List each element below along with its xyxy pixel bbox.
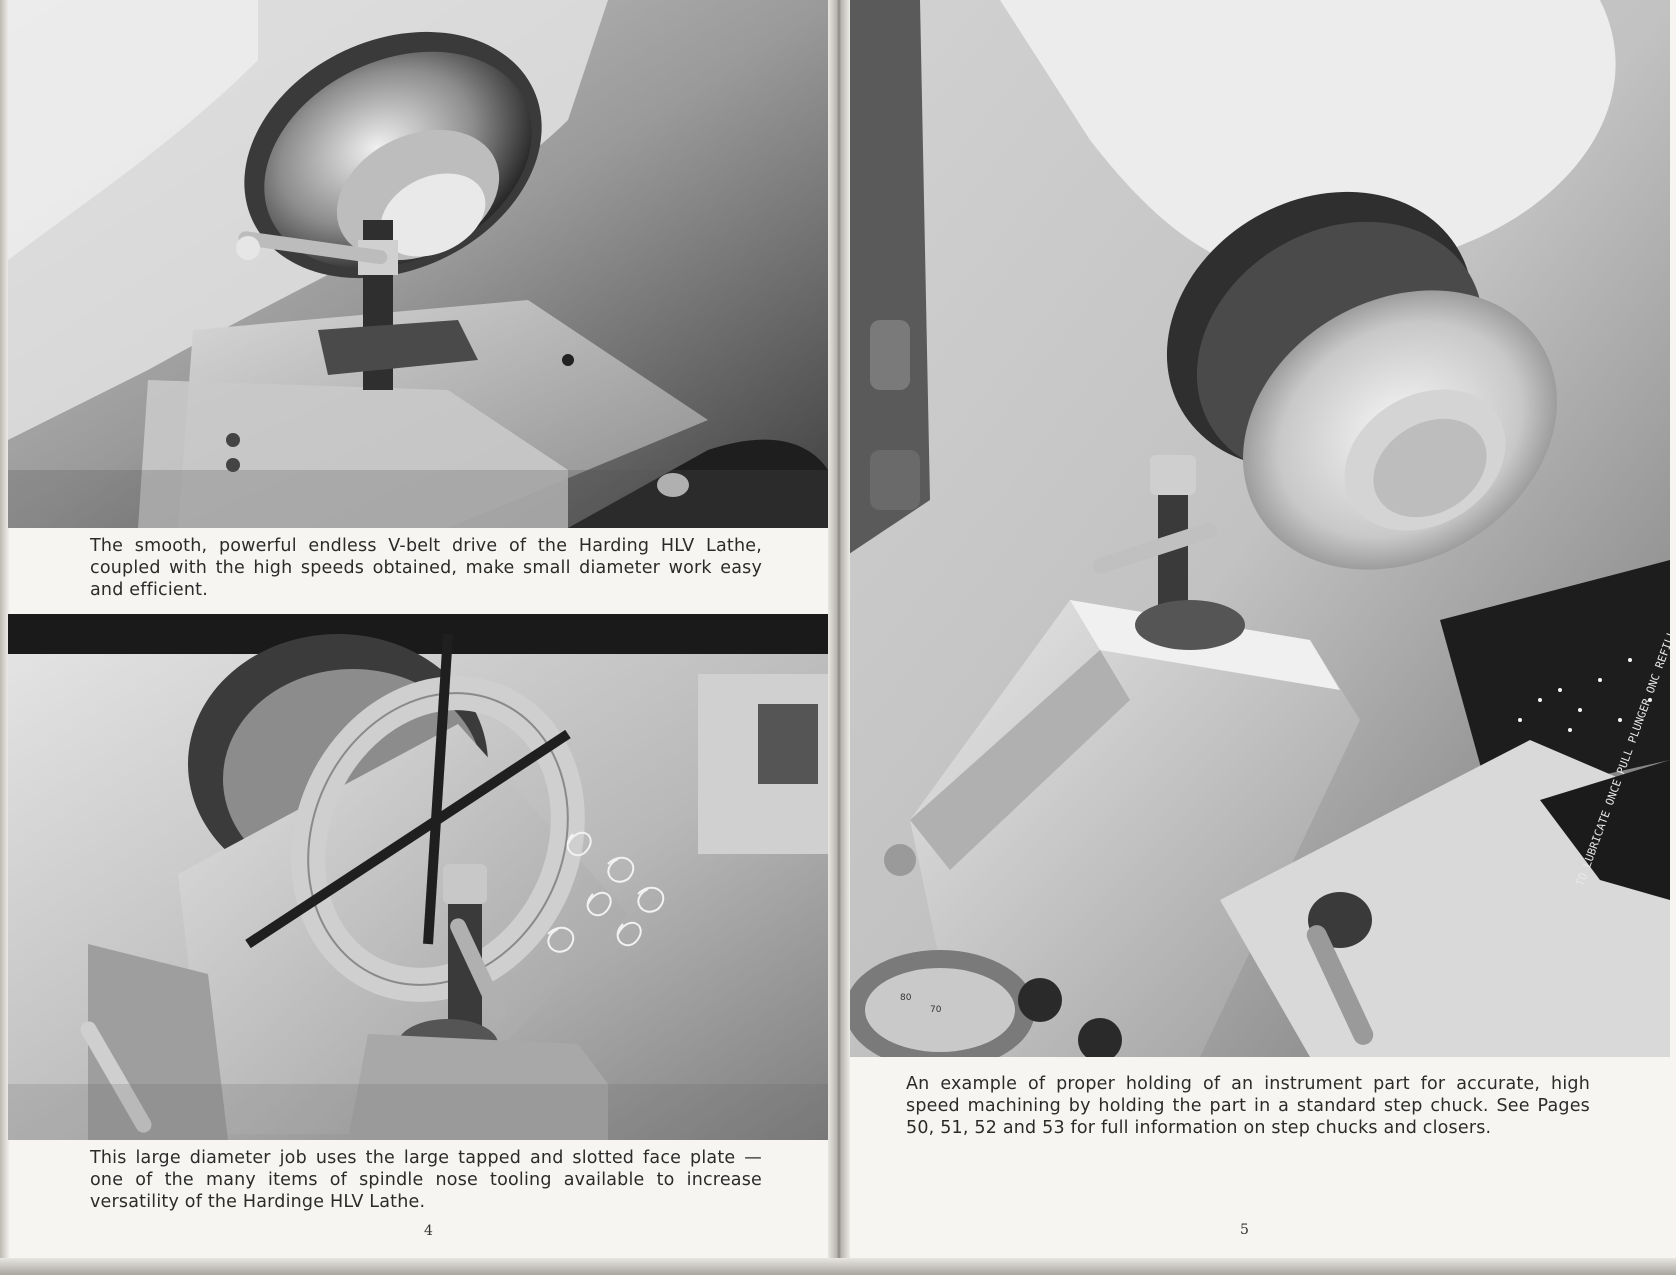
page-bottom-edge bbox=[0, 1258, 1676, 1275]
caption-vbelt-drive: The smooth, powerful endless V-belt drive of the Harding HLV Lathe, coupled with the high speeds obtained, make small diameter work easy and efficient. bbox=[90, 536, 762, 600]
caption-face-plate-job: This large diameter job uses the large tapped and slotted face plate — one of the many items of spindle nose tooling available to increase versatility of the Hardinge HLV Lathe. bbox=[90, 1148, 762, 1212]
caption-step-chuck: An example of proper holding of an instrument part for accurate, high speed machining by holding the part in a standard step chuck. See Pages 50, 51, 52 and 53 for full information on step chucks and closers. bbox=[906, 1074, 1590, 1138]
photo-step-chuck bbox=[840, 0, 1670, 1057]
right-page bbox=[838, 0, 1676, 1275]
photo-vbelt-drive bbox=[8, 0, 834, 528]
page-number-left: 4 bbox=[424, 1223, 433, 1239]
dial-number-70: 70 bbox=[930, 1005, 942, 1015]
page-number-right: 5 bbox=[1240, 1222, 1249, 1238]
dial-number-80: 80 bbox=[900, 993, 912, 1003]
book-spine bbox=[828, 0, 850, 1275]
photo-face-plate-job bbox=[8, 614, 834, 1140]
